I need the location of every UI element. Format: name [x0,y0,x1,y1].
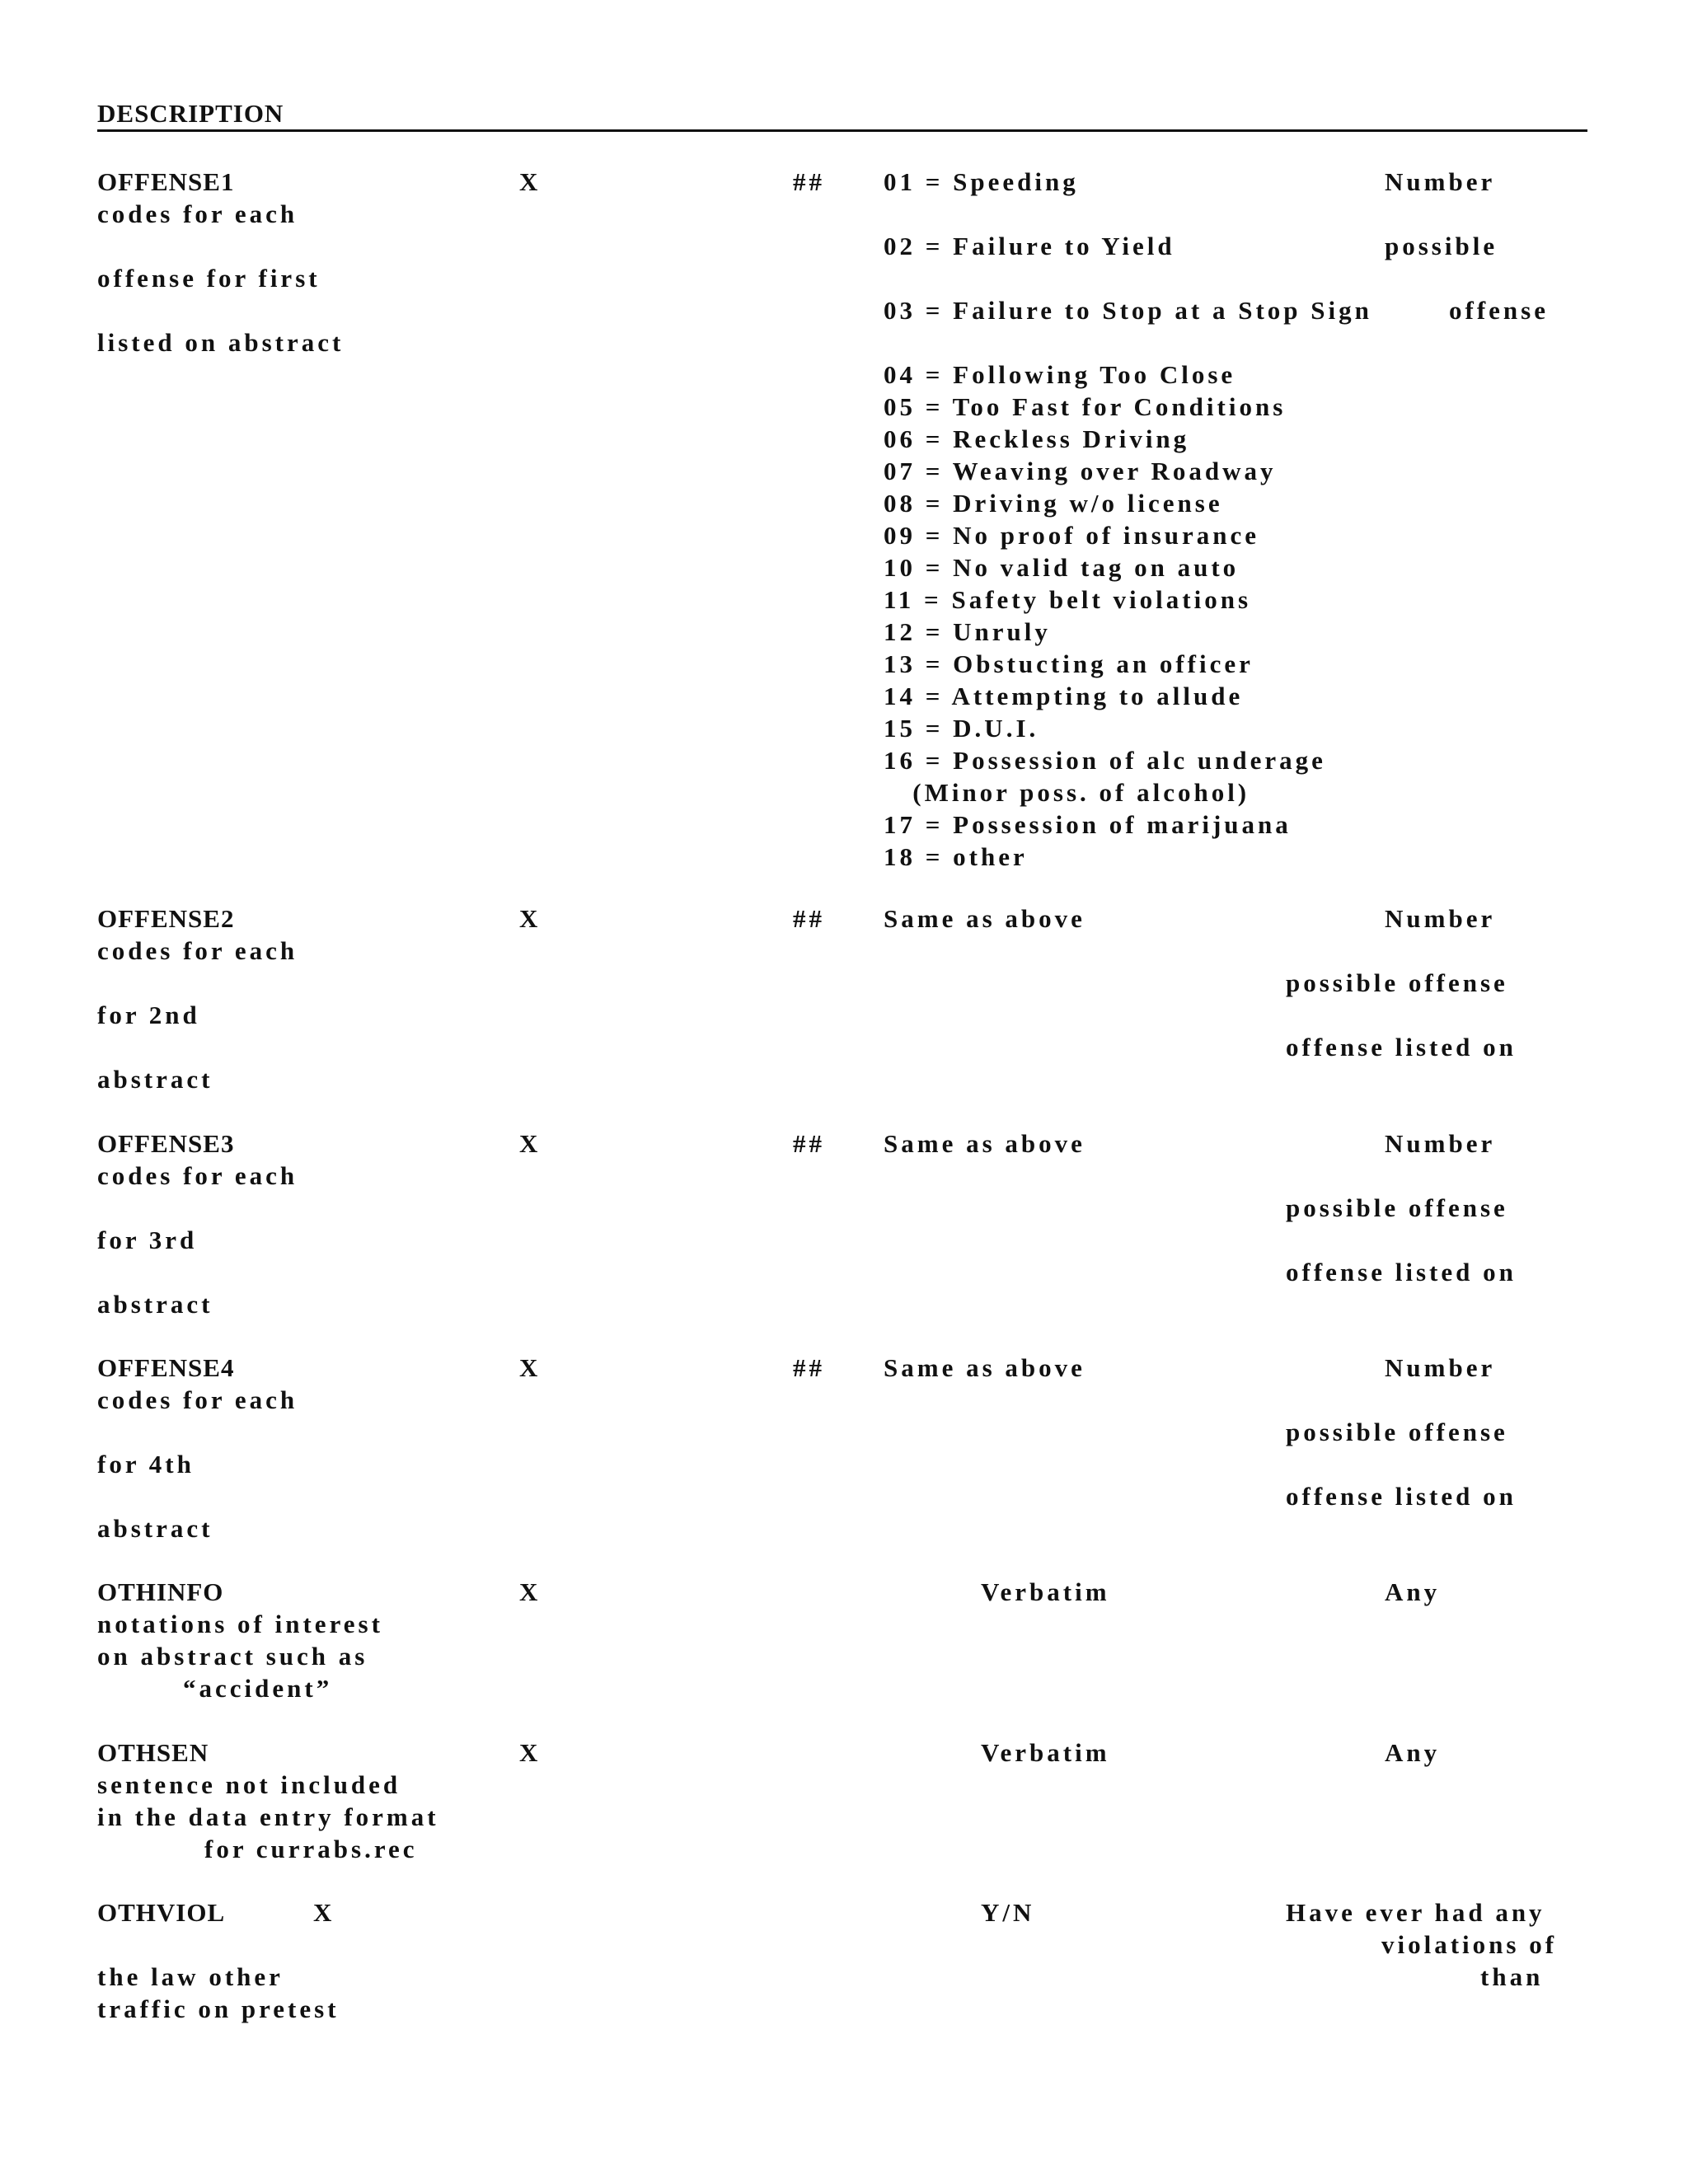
othsen-mark: X [519,1738,542,1767]
offense2-note-3: offense listed on [1286,1033,1517,1062]
othviol-name: OTHVIOL [97,1898,226,1927]
othinfo-desc-1: notations of interest [97,1610,383,1638]
offense1-code-10: 10 = No valid tag on auto [884,553,1240,582]
offense3-desc-1: codes for each [97,1161,298,1190]
offense1-desc-1: codes for each [97,199,298,228]
othviol-mark: X [313,1898,335,1927]
othviol-note-2: violations of [1381,1930,1558,1959]
othviol-note-3: than [1480,1962,1544,1991]
offense4-desc-1: codes for each [97,1385,298,1414]
offense1-mark: X [519,167,542,196]
offense1-name: OFFENSE1 [97,167,235,196]
offense1-code-16: 16 = Possession of alc underage [884,746,1326,775]
offense1-code-01: 01 = Speeding [884,167,1079,196]
offense1-note-1: Number [1385,167,1496,196]
offense3-desc-2: for 3rd [97,1226,198,1254]
offense2-width: ## [793,904,825,933]
offense1-desc-3: listed on abstract [97,328,345,357]
othsen-desc-1: sentence not included [97,1770,401,1799]
othviol-desc-2: traffic on pretest [97,1994,340,2023]
offense1-code-04: 04 = Following Too Close [884,360,1236,389]
offense1-code-17: 17 = Possession of marijuana [884,810,1292,839]
offense1-code-11: 11 = Safety belt violations [884,585,1252,614]
offense1-code-06: 06 = Reckless Driving [884,424,1190,453]
offense1-code-16-note: (Minor poss. of alcohol) [884,778,1250,807]
offense1-code-02: 02 = Failure to Yield [884,232,1175,260]
offense4-note-3: offense listed on [1286,1482,1517,1511]
offense1-code-14: 14 = Attempting to allude [884,682,1244,710]
offense3-note-1: Number [1385,1129,1496,1158]
othinfo-mark: X [519,1577,542,1606]
offense1-code-12: 12 = Unruly [884,617,1051,646]
offense1-note-2: possible [1385,232,1498,260]
offense4-width: ## [793,1353,825,1382]
offense1-desc-2: offense for first [97,264,321,293]
offense2-desc-2: for 2nd [97,1001,200,1029]
othviol-desc-1: the law other [97,1962,284,1991]
offense3-note-2: possible offense [1286,1193,1508,1222]
offense2-note-2: possible offense [1286,968,1508,997]
offense3-note-3: offense listed on [1286,1258,1517,1286]
offense4-note-1: Number [1385,1353,1496,1382]
othsen-value: Verbatim [981,1738,1110,1767]
offense3-desc-3: abstract [97,1290,213,1319]
offense1-code-05: 05 = Too Fast for Conditions [884,392,1287,421]
offense3-mark: X [519,1129,542,1158]
othinfo-value: Verbatim [981,1577,1110,1606]
offense1-code-08: 08 = Driving w/o license [884,489,1223,518]
othinfo-note-1: Any [1385,1577,1441,1606]
othinfo-desc-3: “accident” [183,1674,333,1703]
offense4-name: OFFENSE4 [97,1353,235,1382]
offense1-note-3: offense [1449,296,1549,325]
othsen-note-1: Any [1385,1738,1441,1767]
offense1-width: ## [793,167,825,196]
offense2-desc-1: codes for each [97,936,298,965]
offense1-code-15: 15 = D.U.I. [884,714,1039,743]
offense2-name: OFFENSE2 [97,904,235,933]
offense4-desc-3: abstract [97,1514,213,1543]
offense2-value: Same as above [884,904,1085,933]
header-rule [97,129,1587,132]
othsen-name: OTHSEN [97,1738,209,1767]
offense3-width: ## [793,1129,825,1158]
offense4-value: Same as above [884,1353,1085,1382]
offense4-desc-2: for 4th [97,1450,195,1479]
offense2-mark: X [519,904,542,933]
offense2-desc-3: abstract [97,1065,213,1094]
offense3-name: OFFENSE3 [97,1129,235,1158]
othviol-note-1: Have ever had any [1286,1898,1545,1927]
offense4-note-2: possible offense [1286,1418,1508,1446]
offense3-value: Same as above [884,1129,1085,1158]
offense1-code-03: 03 = Failure to Stop at a Stop Sign [884,296,1372,325]
offense1-code-09: 09 = No proof of insurance [884,521,1260,550]
othinfo-name: OTHINFO [97,1577,224,1606]
othsen-desc-3: for currabs.rec [204,1835,418,1863]
offense1-code-18: 18 = other [884,842,1028,871]
othsen-desc-2: in the data entry format [97,1802,439,1831]
offense1-code-13: 13 = Obstucting an officer [884,649,1254,678]
offense2-note-1: Number [1385,904,1496,933]
othinfo-desc-2: on abstract such as [97,1642,368,1671]
page-title: DESCRIPTION [97,99,284,128]
offense1-code-07: 07 = Weaving over Roadway [884,457,1277,485]
othviol-value: Y/N [981,1898,1035,1927]
offense4-mark: X [519,1353,542,1382]
